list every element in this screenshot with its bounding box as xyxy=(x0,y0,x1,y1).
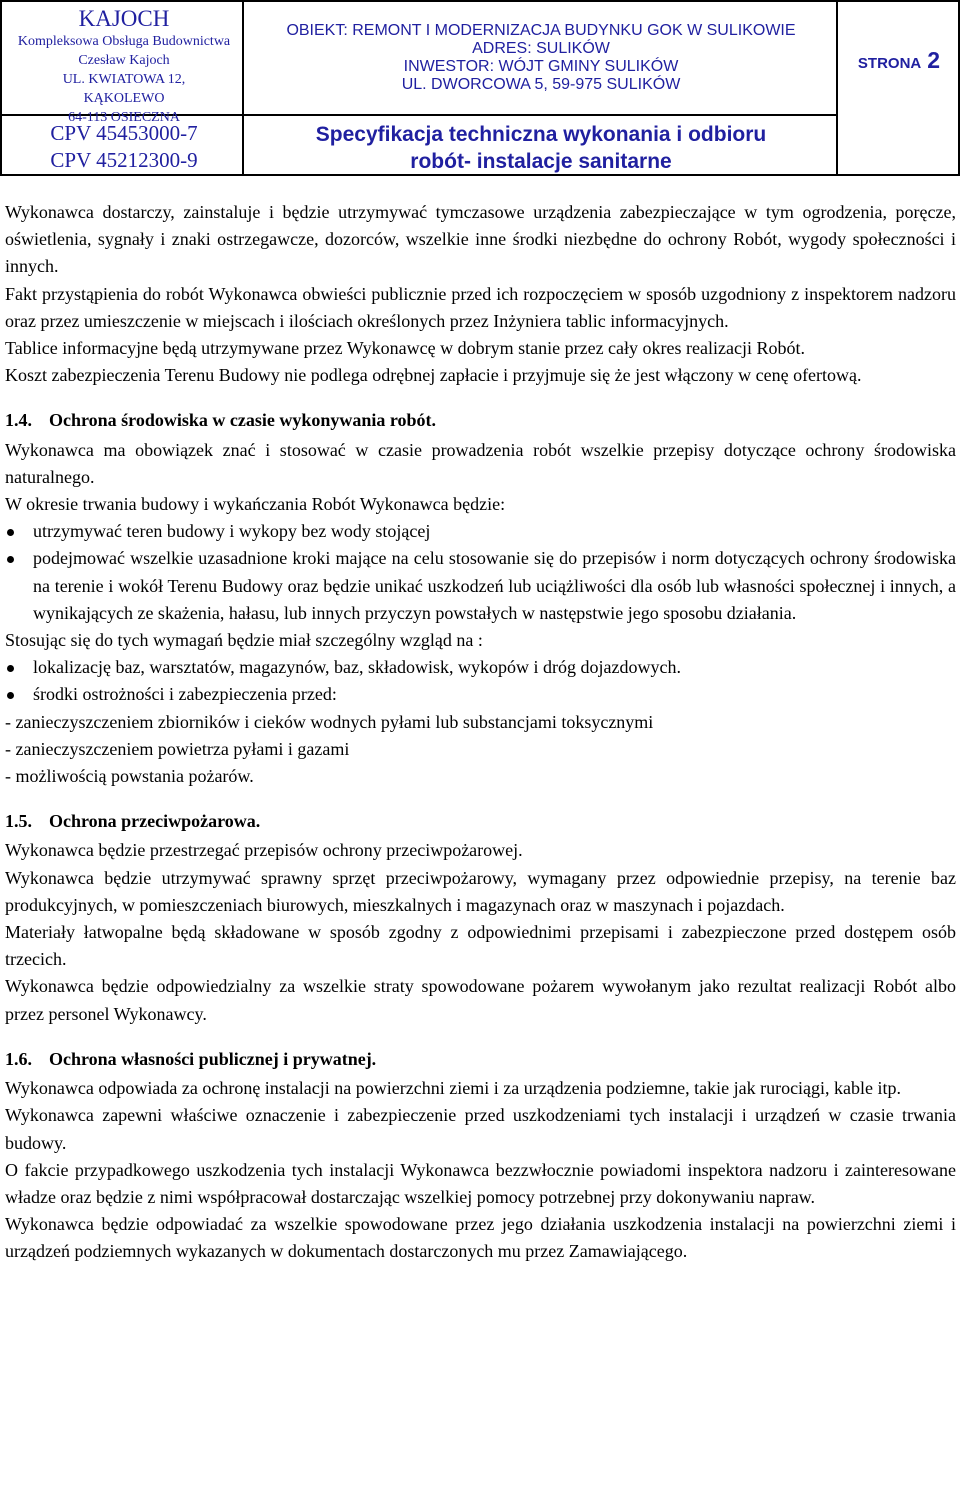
paragraph: Wykonawca ma obowiązek znać i stosować w czasie prowadzenia robót wszelkie przepisy dotyczące ochrony środowiska naturalnego. xyxy=(5,439,956,487)
paragraph: Wykonawca będzie utrzymywać sprawny sprzęt przeciwpożarowy, wymagany przez odpowiednie przepisy, na terenie baz produkcyjnych, w pomieszczeniach biurowych, mieszkalnych i magazynach oraz w maszynach i pojazdach. xyxy=(5,867,956,915)
paragraph: Tablice informacyjne będą utrzymywane przez Wykonawcę w dobrym stanie przez cały okres realizacji Robót. xyxy=(5,338,805,359)
section-heading-1-4 xyxy=(5,407,956,434)
company-owner: Czesław Kajoch xyxy=(78,53,170,68)
page-label: STRONA xyxy=(857,55,922,72)
project-info xyxy=(246,22,836,94)
paragraph: W okresie trwania budowy i wykańczania Robót Wykonawca będzie: xyxy=(5,494,506,515)
list-item: lokalizację baz, warsztatów, magazynów, baz, składowisk, wykopów i dróg dojazdowych. xyxy=(5,654,956,681)
section-title: Ochrona przeciwpożarowa. xyxy=(49,811,261,832)
section-title: Ochrona własności publicznej i prywatnej. xyxy=(49,1048,377,1069)
paragraph: Wykonawca zapewni właściwe oznaczenie i zabezpieczenie przed uszkodzeniami tych instalacji i urządzeń w czasie trwania budowy. xyxy=(5,1105,956,1153)
document-body xyxy=(5,199,956,1266)
paragraph: Wykonawca będzie odpowiadać za wszelkie spowodowane przez jego działania uszkodzenia instalacji na powierzchni ziemi i urządzeń podziemnych wykazanych w dokumentach dostarczonych mu przez Zamawiającego. xyxy=(5,1214,956,1262)
spacer xyxy=(5,790,956,808)
paragraph: Materiały łatwopalne będą składowane w sposób zgodny z odpowiednimi przepisami i zabezpieczone przed dostępem osób trzecich. xyxy=(5,922,956,970)
company-town: KĄKOLEWO xyxy=(83,91,165,106)
project-investor: INWESTOR: WÓJT GMINY SULIKÓW xyxy=(403,58,679,75)
paragraph: Stosując się do tych wymagań będzie miał szczególny wzgląd na : xyxy=(5,630,483,651)
list-item: środki ostrożności i zabezpieczenia przed: xyxy=(5,681,956,708)
paragraph: Wykonawca będzie przestrzegać przepisów ochrony przeciwpożarowej. xyxy=(5,840,523,861)
paragraph: Wykonawca dostarczy, zainstaluje i będzie utrzymywać tymczasowe urządzenia zabezpieczające w tym ogrodzenia, poręcze, oświetlenia, sygnały i znaki ostrzegawcze, dozorców, wszelkie inne środki niezbędne do ochrony Robót, wygody społeczności i innych. xyxy=(5,202,956,277)
paragraph: Fakt przystąpienia do robót Wykonawca obwieści publicznie przed ich rozpoczęciem w sposób uzgodniony z inspektorem nadzoru oraz przez umieszczenie w miejscach i ilościach określonych przez Inżyniera tablic informacyjnych. xyxy=(5,283,956,331)
section-heading-1-5 xyxy=(5,808,956,835)
company-street: UL. KWIATOWA 12, xyxy=(62,72,186,87)
section-heading-1-6 xyxy=(5,1046,956,1073)
page-number: 2 xyxy=(927,47,941,73)
cpv-code: CPV 45212300-9 xyxy=(50,148,198,172)
company-block xyxy=(4,6,244,127)
spacer xyxy=(5,1028,956,1046)
paragraph: O fakcie przypadkowego uszkodzenia tych instalacji Wykonawca bezzwłocznie powiadomi inspektora nadzoru i zainteresowane władze oraz będzie z nimi współpracował dostarczając wszelkiej pomocy potrzebnej przy dokonywaniu napraw. xyxy=(5,1159,956,1207)
section-number: 1.4. xyxy=(5,410,32,431)
cpv-code: CPV 45453000-7 xyxy=(50,121,198,145)
page-indicator xyxy=(840,47,958,74)
company-subtitle: Kompleksowa Obsługa Budownictwa xyxy=(17,34,231,49)
project-investor-address: UL. DWORCOWA 5, 59-975 SULIKÓW xyxy=(401,76,681,93)
dash-item: - zanieczyszczeniem zbiorników i cieków wodnych pyłami lub substancjami toksycznymi xyxy=(5,711,654,732)
dash-item: - możliwością powstania pożarów. xyxy=(5,766,254,787)
section-number: 1.6. xyxy=(5,1048,32,1069)
spec-title-line: Specyfikacja techniczna wykonania i odbioru xyxy=(315,123,767,146)
paragraph: Wykonawca będzie odpowiedzialny za wszelkie straty spowodowane pożarem wywołanym jako rezultat realizacji Robót albo przez personel Wykonawcy. xyxy=(5,976,956,1024)
header-divider xyxy=(836,2,838,174)
paragraph: Wykonawca odpowiada za ochronę instalacji na powierzchni ziemi i za urządzenia podziemne, takie jak rurociągi, kable itp. xyxy=(5,1078,902,1099)
company-postal: 64-113 OSIECZNA xyxy=(68,110,180,125)
cpv-codes xyxy=(4,120,244,174)
list-item: utrzymywać teren budowy i wykopy bez wody stojącej xyxy=(5,518,956,545)
document-header xyxy=(0,0,960,176)
bullet-list xyxy=(5,654,956,708)
dash-item: - zanieczyszczeniem powietrza pyłami i gazami xyxy=(5,738,350,759)
project-address: ADRES: SULIKÓW xyxy=(472,40,610,57)
spec-title xyxy=(246,121,836,175)
spec-title-line: robót- instalacje sanitarne xyxy=(410,150,672,173)
spacer xyxy=(5,389,956,407)
section-number: 1.5. xyxy=(5,811,32,832)
company-name: KAJOCH xyxy=(78,6,170,31)
bullet-list xyxy=(5,518,956,627)
paragraph: Koszt zabezpieczenia Terenu Budowy nie podlega odrębnej zapłacie i przyjmuje się że jest włączony w cenę ofertową. xyxy=(5,365,862,386)
list-item: podejmować wszelkie uzasadnione kroki mające na celu stosowanie się do przepisów i norm dotyczących ochrony środowiska na terenie i wokół Terenu Budowy oraz będzie unikać uszkodzeń lub uciążliwości dla osób lub własności społecznej i innych, a wynikających ze skażenia, hałasu, lub innych przyczyn powstałych w następstwie jego sposobu działania. xyxy=(5,545,956,627)
project-object: OBIEKT: REMONT I MODERNIZACJA BUDYNKU GOK W SULIKOWIE xyxy=(286,22,796,39)
section-title: Ochrona środowiska w czasie wykonywania robót. xyxy=(49,410,437,431)
